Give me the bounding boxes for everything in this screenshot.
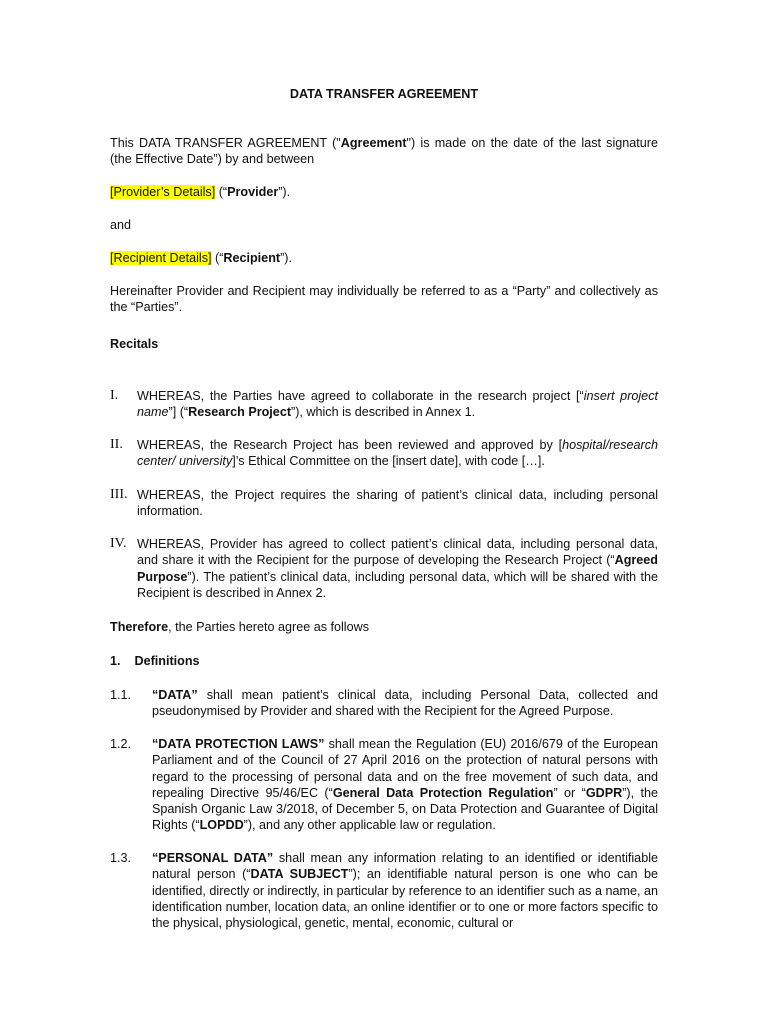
provider-term: Provider [227, 185, 279, 199]
recital-text-part: ”). The patient’s clinical data, including personal data, which will be shared with the Recipient is described in Annex 2. [137, 569, 658, 601]
definition-item [110, 736, 658, 834]
recital-number: II. [110, 437, 123, 452]
recital-text [137, 388, 658, 421]
recital-item [110, 437, 658, 470]
recipient-open: (“ [211, 251, 224, 265]
recital-bold: Agreed Purpose [137, 553, 658, 584]
therefore-text: , the Parties hereto agree as follows [168, 620, 370, 634]
definition-text [152, 850, 658, 931]
recital-number: IV. [110, 536, 127, 551]
recital-item [110, 487, 658, 520]
recital-item [110, 536, 658, 602]
definition-term: “DATA PROTECTION LAWS” [152, 737, 325, 751]
recital-text-part: WHEREAS, Provider has agreed to collect patient’s clinical data, including personal data, and share it with the Recipient for the purpose of developing the Research Project (“ [137, 537, 658, 568]
recital-italic: insert project name [137, 389, 658, 420]
recital-text-part: WHEREAS, the Research Project has been reviewed and approved by [ [137, 438, 563, 452]
recipient-close: ”). [280, 251, 292, 265]
provider-placeholder: [Provider’s Details] [110, 185, 216, 199]
definition-text [152, 736, 658, 834]
provider-close: ”). [278, 185, 291, 199]
recital-text [137, 437, 658, 470]
recital-text-part: ]’s Ethical Committee on the [insert date], with code […]. [232, 454, 545, 469]
recital-text: WHEREAS, the Project requires the sharing of patient’s clinical data, including personal information. [137, 488, 658, 519]
definition-item [110, 687, 658, 720]
definition-term: “PERSONAL DATA” [152, 851, 274, 865]
definition-body: ”), and any other applicable law or regulation. [243, 818, 496, 833]
recitals-heading: Recitals [110, 337, 159, 351]
section-heading-definitions: 1. Definitions [110, 654, 200, 668]
recipient-placeholder: [Recipient Details] [110, 251, 212, 265]
definition-body: ”); an identifiable natural person is one who can be identified, directly or indirectly, in particular by reference to an identifier such as a name, an identification number, location data, an online identifier or to one or more factors specific to the physical, physiological, genetic, mental, economic, cultural or [152, 867, 659, 931]
definition-body: shall mean the Regulation (EU) 2016/679 of the European Parliament and of the Council of 27 April 2016 on the protection of natural persons with regard to the processing of personal data and on the free movement of such data, and repealing Directive 95/46/EC (“ [152, 737, 659, 800]
document-title: DATA TRANSFER AGREEMENT [289, 87, 479, 101]
recital-bold: Research Project [188, 405, 292, 420]
recital-text [137, 536, 658, 602]
definition-bold: GDPR [585, 785, 623, 800]
intro-text-2: ") is made on the date of the last signature (the Effective Date”) by and between [110, 136, 658, 167]
agreement-term: Agreement [340, 136, 407, 150]
recital-number: III. [110, 487, 128, 502]
definition-body: ” or “ [553, 785, 586, 800]
therefore-term: Therefore [110, 620, 169, 634]
hereinafter-paragraph: Hereinafter Provider and Recipient may individually be referred to as a “Party” and collectively as the “Parties”. [110, 284, 658, 315]
definition-bold: LOPDD [199, 818, 244, 833]
definition-number: 1.3. [110, 851, 132, 865]
definition-number: 1.1. [110, 688, 132, 702]
recital-item [110, 388, 658, 421]
definition-body: shall mean patient’s clinical data, including Personal Data, collected and pseudonymised by Provider and shared with the Recipient for the Agreed Purpose. [152, 688, 658, 719]
recital-number: I. [110, 388, 119, 403]
provider-line [110, 184, 658, 200]
recital-text-part: ”), which is described in Annex 1. [291, 405, 476, 420]
definition-term: “DATA” [152, 688, 198, 702]
definition-body: shall mean any information relating to an identified or identifiable natural person (“ [152, 851, 658, 882]
recital-text-part: WHEREAS, the Parties have agreed to collaborate in the research project [“ [137, 389, 584, 403]
definition-body: ”), the Spanish Organic Law 3/2018, of December 5, on Data Protection and Guarantee of Digital Rights (“ [152, 785, 658, 833]
intro-paragraph [110, 135, 658, 168]
recipient-term: Recipient [223, 251, 281, 265]
definition-text [152, 687, 658, 720]
therefore-line [110, 619, 658, 635]
definition-bold: DATA SUBJECT [250, 867, 349, 882]
definition-item [110, 850, 658, 931]
recipient-line [110, 250, 658, 266]
definition-bold: General Data Protection Regulation [332, 785, 554, 800]
provider-open: (“ [215, 185, 228, 199]
intro-text-1: This DATA TRANSFER AGREEMENT (" [110, 136, 341, 150]
recital-italic: hospital/research center/ university [137, 438, 658, 469]
and-line: and [110, 218, 132, 232]
definition-number: 1.2. [110, 737, 132, 751]
recital-text-part: ”] (“ [168, 405, 189, 420]
